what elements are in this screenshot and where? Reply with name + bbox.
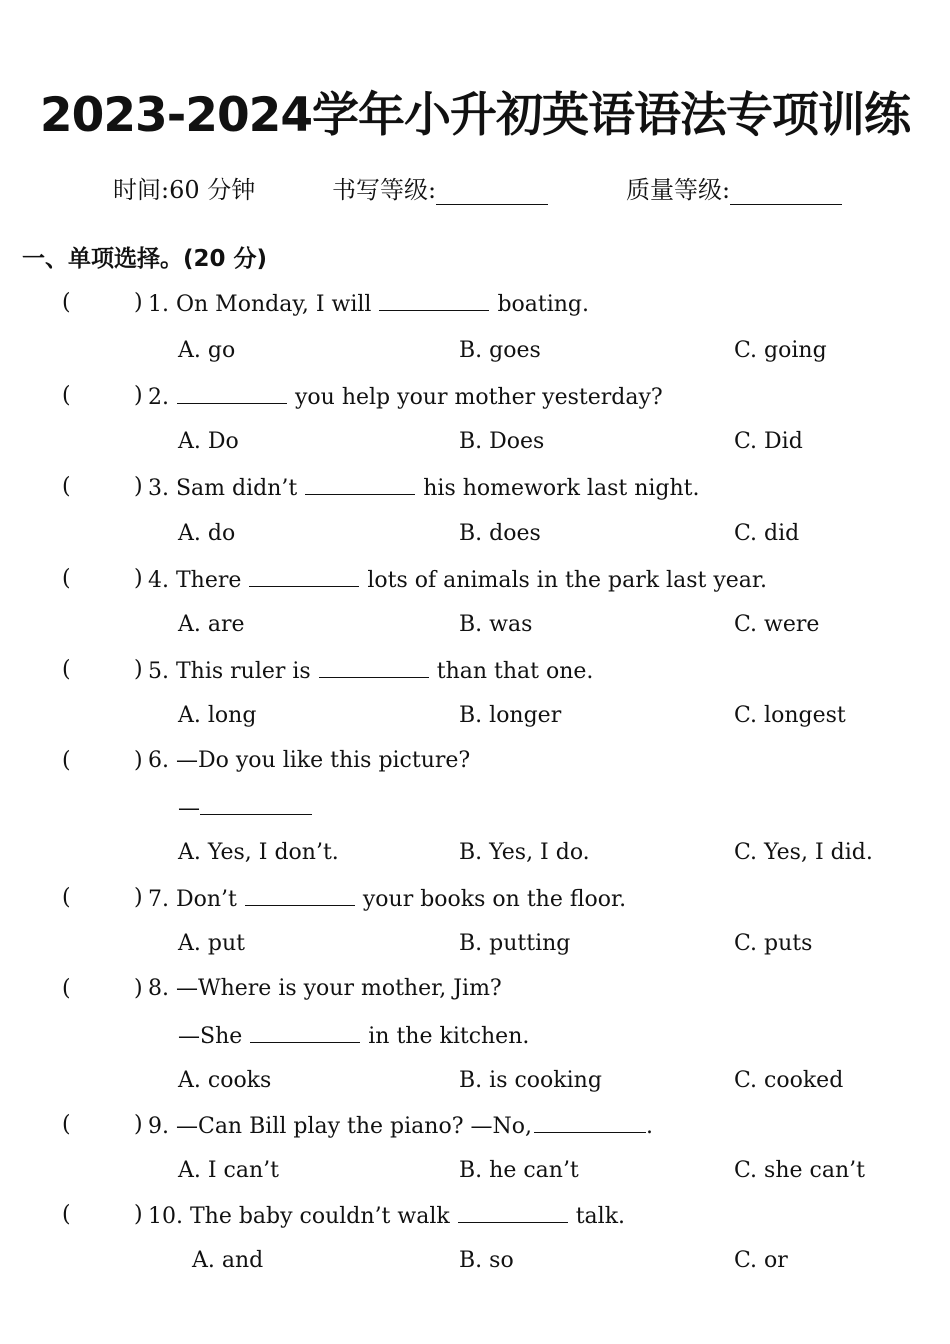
question-5 xyxy=(0,657,950,687)
option-a: A. and xyxy=(192,1248,264,1273)
option-b: B. so xyxy=(459,1248,514,1273)
option-a: A. do xyxy=(178,521,236,546)
question-text: 10. The baby couldn’t walk talk. xyxy=(148,1204,626,1229)
answer-paren-close: ) xyxy=(134,748,143,773)
option-a: A. go xyxy=(178,338,236,363)
option-b: B. putting xyxy=(459,931,571,956)
quality-grade-label: 质量等级: xyxy=(626,176,731,204)
option-c: C. did xyxy=(734,521,800,546)
question-8 xyxy=(0,976,950,1006)
option-a: A. Yes, I don’t. xyxy=(178,840,339,865)
section-title: 一、单项选择。(20 分) xyxy=(22,246,268,272)
time-label: 时间:60 分钟 xyxy=(113,176,256,204)
question-2 xyxy=(0,383,950,413)
answer-paren-close: ) xyxy=(134,474,143,499)
answer-paren-open: ( xyxy=(62,976,71,1001)
question-text: 7. Don’t your books on the floor. xyxy=(148,887,627,912)
question-6 xyxy=(0,748,950,778)
option-b: B. does xyxy=(459,521,541,546)
answer-paren-open: ( xyxy=(62,657,71,682)
question-4 xyxy=(0,566,950,596)
answer-paren-close: ) xyxy=(134,290,143,315)
option-c: C. Yes, I did. xyxy=(734,840,873,865)
answer-paren-close: ) xyxy=(134,1112,143,1137)
option-b: B. was xyxy=(459,612,533,637)
option-c: C. were xyxy=(734,612,820,637)
answer-paren-open: ( xyxy=(62,474,71,499)
question-text: 2. you help your mother yesterday? xyxy=(148,385,663,410)
answer-blank[interactable] xyxy=(305,474,415,495)
writing-grade-blank[interactable] xyxy=(436,178,548,205)
writing-grade xyxy=(332,170,548,205)
answer-blank[interactable] xyxy=(200,794,312,815)
answer-blank[interactable] xyxy=(245,885,355,906)
answer-paren-close: ) xyxy=(134,885,143,910)
question-text: 6. —Do you like this picture? xyxy=(148,748,471,773)
option-c: C. cooked xyxy=(734,1068,844,1093)
question-3 xyxy=(0,474,950,504)
question-9 xyxy=(0,1112,950,1142)
option-b: B. he can’t xyxy=(459,1158,579,1183)
quality-grade-blank[interactable] xyxy=(730,178,842,205)
option-c: C. puts xyxy=(734,931,813,956)
option-c: C. longest xyxy=(734,703,846,728)
answer-blank[interactable] xyxy=(319,657,429,678)
option-c: C. she can’t xyxy=(734,1158,865,1183)
answer-blank[interactable] xyxy=(249,566,359,587)
answer-paren-close: ) xyxy=(134,383,143,408)
question-text: 4. There lots of animals in the park last year. xyxy=(148,568,767,593)
option-a: A. long xyxy=(178,703,257,728)
answer-paren-open: ( xyxy=(62,383,71,408)
answer-paren-close: ) xyxy=(134,1202,143,1227)
question-text: 1. On Monday, I will boating. xyxy=(148,292,590,317)
answer-blank[interactable] xyxy=(458,1202,568,1223)
question-text: 8. —Where is your mother, Jim? xyxy=(148,976,502,1001)
answer-paren-open: ( xyxy=(62,1202,71,1227)
question-1 xyxy=(0,290,950,320)
answer-paren-open: ( xyxy=(62,1112,71,1137)
answer-paren-open: ( xyxy=(62,566,71,591)
option-c: C. going xyxy=(734,338,827,363)
option-c: C. Did xyxy=(734,429,803,454)
question-text: 9. —Can Bill play the piano? —No, . xyxy=(148,1114,653,1139)
answer-paren-open: ( xyxy=(62,748,71,773)
option-b: B. longer xyxy=(459,703,562,728)
option-b: B. goes xyxy=(459,338,541,363)
question-10 xyxy=(0,1202,950,1232)
option-a: A. I can’t xyxy=(178,1158,279,1183)
answer-blank[interactable] xyxy=(379,290,489,311)
page-title: 2023-2024学年小升初英语语法专项训练 xyxy=(39,88,911,143)
answer-paren-close: ) xyxy=(134,566,143,591)
option-b: B. Does xyxy=(459,429,545,454)
answer-blank[interactable] xyxy=(250,1022,360,1043)
answer-blank[interactable] xyxy=(177,383,287,404)
answer-paren-open: ( xyxy=(62,885,71,910)
response-line: —She in the kitchen. xyxy=(178,1024,530,1049)
option-a: A. Do xyxy=(178,429,239,454)
option-b: B. is cooking xyxy=(459,1068,602,1093)
question-text: 5. This ruler is than that one. xyxy=(148,659,594,684)
option-c: C. or xyxy=(734,1248,788,1273)
answer-paren-close: ) xyxy=(134,657,143,682)
question-text: 3. Sam didn’t his homework last night. xyxy=(148,476,700,501)
response-line: — xyxy=(178,794,312,821)
quality-grade xyxy=(626,170,842,205)
writing-grade-label: 书写等级: xyxy=(332,176,437,204)
question-7 xyxy=(0,885,950,915)
option-a: A. cooks xyxy=(178,1068,272,1093)
option-b: B. Yes, I do. xyxy=(459,840,590,865)
answer-paren-close: ) xyxy=(134,976,143,1001)
option-a: A. are xyxy=(178,612,245,637)
answer-blank[interactable] xyxy=(534,1112,646,1133)
answer-paren-open: ( xyxy=(62,290,71,315)
option-a: A. put xyxy=(178,931,245,956)
